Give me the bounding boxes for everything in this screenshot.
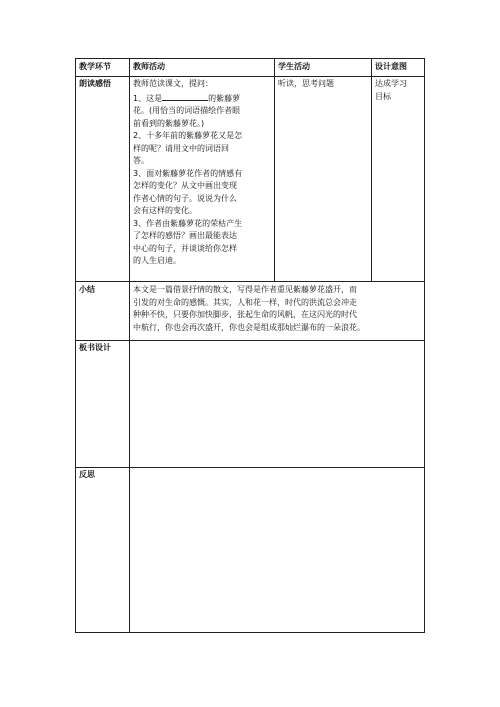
teacher-line: 作者心情的句子。说说为什么 [133, 193, 237, 203]
summary-line: 中航行，你也会再次盛开，你也会是组成那灿烂瀑布的一朵浪花。 [133, 322, 365, 332]
header-teacher-activity: 教师活动 [130, 59, 275, 77]
teacher-line: 的人生启迪。 [133, 256, 181, 265]
header-student-activity: 学生活动 [275, 59, 372, 77]
teacher-line: 前看到的紫藤萝花。) [133, 118, 205, 128]
reading-teacher-activity [130, 77, 275, 282]
reflection-row [76, 468, 425, 633]
teacher-line: 2、十多年前的紫藤萝花又是怎 [133, 131, 243, 140]
teacher-line: 会有这样的变化。 [133, 206, 197, 215]
reading-student-activity: 听读，思考问题 [275, 77, 372, 282]
teacher-line-part: 的紫藤萝 [208, 93, 241, 103]
summary-text [130, 282, 425, 341]
teacher-line: 怎样的变化？从文中画出变现 [133, 181, 237, 190]
teacher-line: 3、面对紫藤萝花作者的情感有 [133, 168, 243, 178]
teacher-line-with-blank [133, 91, 271, 106]
reading-design-intent [372, 77, 425, 282]
teacher-line: 中心的句子，并谈谈给你怎样 [133, 243, 237, 253]
summary-row [76, 282, 425, 341]
teacher-line: 样的呢？请用文中的词语回 [133, 143, 229, 153]
fill-in-blank [162, 91, 208, 101]
summary-stage-label: 小结 [76, 282, 130, 341]
header-design-intent: 设计意图 [372, 59, 425, 77]
summary-line: 本文是一篇借景抒情的散文，写得是作者重见紫藤萝花盛开，而 [133, 285, 357, 294]
lesson-plan-table [75, 58, 425, 633]
summary-line: 种种不快，只要你加快脚步，张起生命的风帆，在这闪光的时代 [133, 310, 357, 319]
reflection-content [130, 468, 425, 633]
board-design-row [76, 341, 425, 468]
reflection-label: 反思 [76, 468, 130, 633]
board-design-label: 板书设计 [76, 341, 130, 468]
intent-line: 达成学习 [375, 79, 407, 88]
teacher-line: 了怎样的感悟？画出最能表达 [133, 231, 237, 240]
teacher-line: 花。(用恰当的词语描绘作者眼 [133, 106, 241, 115]
board-design-content [130, 341, 425, 468]
summary-line: 引发的对生命的感慨。其实，人和花一样，时代的洪流总会冲走 [133, 297, 357, 307]
header-stage: 教学环节 [76, 59, 130, 77]
teacher-line: 答。 [133, 156, 149, 165]
reading-row [76, 77, 425, 282]
teacher-line: 3、作者由紫藤萝花的荣枯产生 [133, 218, 243, 228]
teacher-line: 教师范读课文，提问： [133, 79, 213, 88]
teacher-line-part: 1、这是 [133, 93, 163, 103]
reading-stage-label: 朗读感悟 [76, 77, 130, 282]
intent-line: 目标 [375, 91, 391, 101]
header-row [76, 59, 425, 77]
